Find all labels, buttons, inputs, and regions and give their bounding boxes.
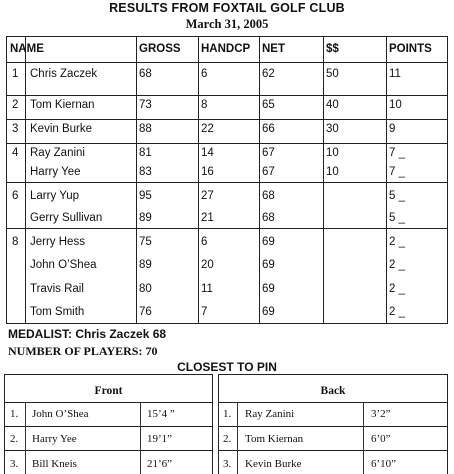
row-points: 10 [389, 99, 402, 111]
column-divider [386, 37, 387, 323]
row-net: 69 [262, 306, 275, 318]
row-money: 10 [326, 166, 339, 178]
row-name: Larry Yup [30, 190, 80, 202]
row-divider [7, 228, 447, 229]
row-net: 62 [262, 68, 275, 80]
row-handicap: 8 [201, 99, 208, 111]
row-divider [219, 402, 447, 403]
front-name: Harry Yee [32, 433, 77, 445]
front-rank: 3. [10, 458, 19, 470]
front-distance: 19’1” [147, 433, 173, 445]
page-title: RESULTS FROM FOXTAIL GOLF CLUB [109, 1, 345, 15]
row-name: John O’Shea [30, 259, 97, 271]
results-table [6, 36, 448, 324]
row-gross: 80 [139, 283, 152, 295]
back-name: Ray Zanini [245, 408, 295, 420]
row-place: 8 [12, 236, 19, 248]
row-place: 3 [12, 123, 19, 135]
row-handicap: 6 [201, 68, 208, 80]
row-points: 2 _ [389, 259, 405, 271]
row-name: Tom Smith [30, 306, 85, 318]
row-points: 7 _ [389, 147, 405, 159]
row-divider [7, 95, 447, 96]
row-name: Kevin Burke [30, 123, 93, 135]
row-points: 2 _ [389, 236, 405, 248]
column-divider [323, 37, 324, 323]
column-header-money: $$ [326, 43, 339, 55]
row-divider [7, 119, 447, 120]
row-gross: 89 [139, 259, 152, 271]
row-divider [219, 426, 447, 427]
back-distance: 3’2” [371, 408, 391, 420]
back-distance: 6’0” [371, 433, 391, 445]
row-gross: 83 [139, 166, 152, 178]
column-divider [25, 37, 26, 323]
row-place: 6 [12, 190, 19, 202]
results-date: March 31, 2005 [185, 17, 269, 31]
row-place: 2 [12, 99, 19, 111]
row-gross: 68 [139, 68, 152, 80]
row-handicap: 21 [201, 212, 214, 224]
row-money: 30 [326, 123, 339, 135]
medalist-line: MEDALIST: Chris Zaczek 68 [8, 327, 167, 341]
column-header-points: POINTS [389, 43, 432, 55]
column-divider [259, 37, 260, 323]
back-rank: 2. [223, 433, 232, 445]
row-place: 4 [12, 147, 19, 159]
row-net: 67 [262, 166, 275, 178]
row-handicap: 14 [201, 147, 214, 159]
row-net: 69 [262, 283, 275, 295]
front-name: John O’Shea [32, 408, 89, 420]
column-divider [363, 402, 364, 474]
row-divider [5, 402, 212, 403]
row-net: 66 [262, 123, 275, 135]
row-net: 68 [262, 190, 275, 202]
row-points: 11 [389, 68, 401, 80]
row-gross: 95 [139, 190, 152, 202]
row-handicap: 20 [201, 259, 214, 271]
header-divider [7, 62, 447, 63]
row-points: 5 _ [389, 212, 405, 224]
row-points: 7 _ [389, 166, 405, 178]
row-divider [7, 143, 447, 144]
row-name: Chris Zaczek [30, 68, 98, 80]
row-net: 69 [262, 236, 275, 248]
row-name: Tom Kiernan [30, 99, 95, 111]
row-handicap: 16 [201, 166, 214, 178]
row-handicap: 22 [201, 123, 214, 135]
column-header-handicap: HANDCP [201, 43, 251, 55]
back-name: Kevin Burke [245, 458, 302, 470]
column-divider [136, 37, 137, 323]
row-net: 68 [262, 212, 275, 224]
closest-pin-front-table [4, 374, 213, 474]
back-distance: 6’10” [371, 458, 397, 470]
row-handicap: 11 [201, 283, 213, 295]
front-rank: 2. [10, 433, 19, 445]
row-place: 1 [12, 68, 19, 80]
row-points: 9 [389, 123, 396, 135]
row-name: Gerry Sullivan [30, 212, 103, 224]
closest-to-pin-title: CLOSEST TO PIN [177, 360, 277, 374]
front-rank: 1. [10, 408, 19, 420]
row-name: Jerry Hess [30, 236, 85, 248]
row-handicap: 7 [201, 306, 208, 318]
column-header-name: NAME [10, 43, 44, 55]
front-name: Bill Kneis [32, 458, 77, 470]
row-name: Ray Zanini [30, 147, 85, 159]
number-of-players: NUMBER OF PLAYERS: 70 [8, 344, 158, 358]
closest-pin-back-table [218, 374, 448, 474]
back-name: Tom Kiernan [245, 433, 304, 445]
row-gross: 73 [139, 99, 152, 111]
column-divider [198, 37, 199, 323]
row-gross: 88 [139, 123, 152, 135]
back-rank: 3. [223, 458, 232, 470]
column-divider [237, 402, 238, 474]
row-name: Harry Yee [30, 166, 81, 178]
row-gross: 75 [139, 236, 152, 248]
row-divider [7, 182, 447, 183]
row-net: 67 [262, 147, 275, 159]
column-header-net: NET [262, 43, 285, 55]
row-net: 65 [262, 99, 275, 111]
front-distance: 15’4 ” [147, 408, 175, 420]
column-header-gross: GROSS [139, 43, 181, 55]
row-money: 10 [326, 147, 339, 159]
row-handicap: 6 [201, 236, 208, 248]
back-header: Back [320, 385, 346, 397]
row-handicap: 27 [201, 190, 214, 202]
back-rank: 1. [223, 408, 232, 420]
front-distance: 21’6” [147, 458, 173, 470]
row-points: 5 _ [389, 190, 405, 202]
column-divider [140, 402, 141, 474]
row-money: 50 [326, 68, 339, 80]
row-points: 2 _ [389, 306, 405, 318]
row-net: 69 [262, 259, 275, 271]
row-money: 40 [326, 99, 339, 111]
column-divider [25, 402, 26, 474]
row-divider [5, 450, 212, 451]
row-divider [5, 426, 212, 427]
row-gross: 76 [139, 306, 152, 318]
row-name: Travis Rail [30, 283, 84, 295]
row-divider [219, 450, 447, 451]
row-gross: 81 [139, 147, 152, 159]
row-points: 2 _ [389, 283, 405, 295]
front-header: Front [94, 385, 123, 397]
row-gross: 89 [139, 212, 152, 224]
